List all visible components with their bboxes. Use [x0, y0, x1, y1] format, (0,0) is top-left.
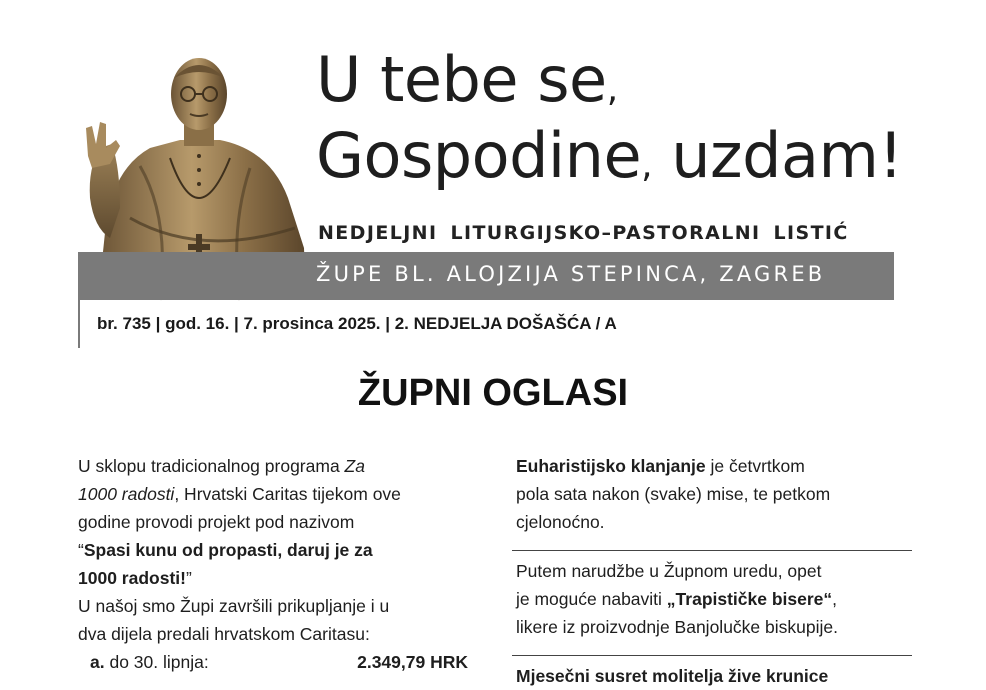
italic-text: 1000 radosti: [78, 484, 175, 504]
title-comma: ,: [641, 145, 653, 186]
issue-divider: [78, 300, 80, 348]
rosary-notice: [512, 662, 912, 690]
bold-text: 1000 radosti!: [78, 568, 186, 588]
text-line: U našoj smo Župi završili prikupljanje i u: [78, 596, 390, 616]
left-column: [78, 452, 498, 676]
text-line: [78, 564, 498, 592]
text-line: cjelonoćno.: [516, 512, 605, 532]
masthead-subtitle: NEDJELJNI LITURGIJSKO–PASTORALNI LISTIĆ: [318, 222, 849, 244]
text-span: U sklopu tradicionalnog programa: [78, 456, 345, 476]
item-text: do 30. lipnja:: [104, 652, 209, 672]
text-line: dva dijela predali hrvatskom Caritasu:: [78, 624, 370, 644]
italic-text: Za: [344, 456, 365, 476]
issue-info: br. 735 | god. 16. | 7. prosinca 2025. | 2. NEDJELJA DOŠAŠĆA / A: [97, 314, 617, 333]
title-text: U tebe se: [316, 43, 607, 116]
text-span: je četvrtkom: [705, 456, 805, 476]
parish-name: ŽUPE BL. ALOJZIJA STEPINCA, ZAGREB: [316, 262, 826, 286]
title-text: Gospodine: [316, 119, 642, 192]
text-line: [78, 480, 498, 508]
right-column: [512, 452, 912, 690]
liqueur-notice: [512, 557, 912, 641]
text-line: [516, 585, 912, 613]
section-title: ŽUPNI OGLASI: [357, 372, 629, 414]
divider: [512, 655, 912, 656]
text-span: je moguće nabaviti: [516, 589, 667, 609]
quote-mark: “: [78, 540, 84, 560]
text-line: [516, 452, 912, 480]
text-line: likere iz proizvodnje Banjolučke biskupije.: [516, 617, 838, 637]
text-span: , Hrvatski Caritas tijekom ove: [174, 484, 401, 504]
amount-item: [78, 648, 498, 676]
text-line: godine provodi projekt pod nazivom: [78, 512, 355, 532]
text-line: Putem narudžbe u Župnom uredu, opet: [516, 561, 822, 581]
adoration-notice: [512, 452, 912, 536]
masthead-title-line2: [316, 120, 903, 202]
bold-text: „Trapističke bisere“: [666, 589, 833, 609]
quote-mark: ”: [185, 568, 192, 588]
divider: [512, 550, 912, 551]
text-line: [78, 536, 498, 564]
text-line: [78, 452, 498, 480]
masthead-title-line1: [316, 44, 618, 126]
text-line: Mjesečni susret molitelja žive krunice: [516, 666, 829, 686]
title-text: uzdam!: [652, 119, 903, 192]
title-comma: ,: [606, 69, 618, 110]
item-amount: 2.349,79 HRK: [357, 652, 468, 672]
text-line: pola sata nakon (svake) mise, te petkom: [516, 484, 831, 504]
bold-text: Euharistijsko klanjanje: [516, 456, 706, 476]
item-label: a.: [90, 652, 105, 672]
text-span: ,: [832, 589, 838, 609]
bold-text: Spasi kunu od propasti, daruj je za: [83, 540, 373, 560]
